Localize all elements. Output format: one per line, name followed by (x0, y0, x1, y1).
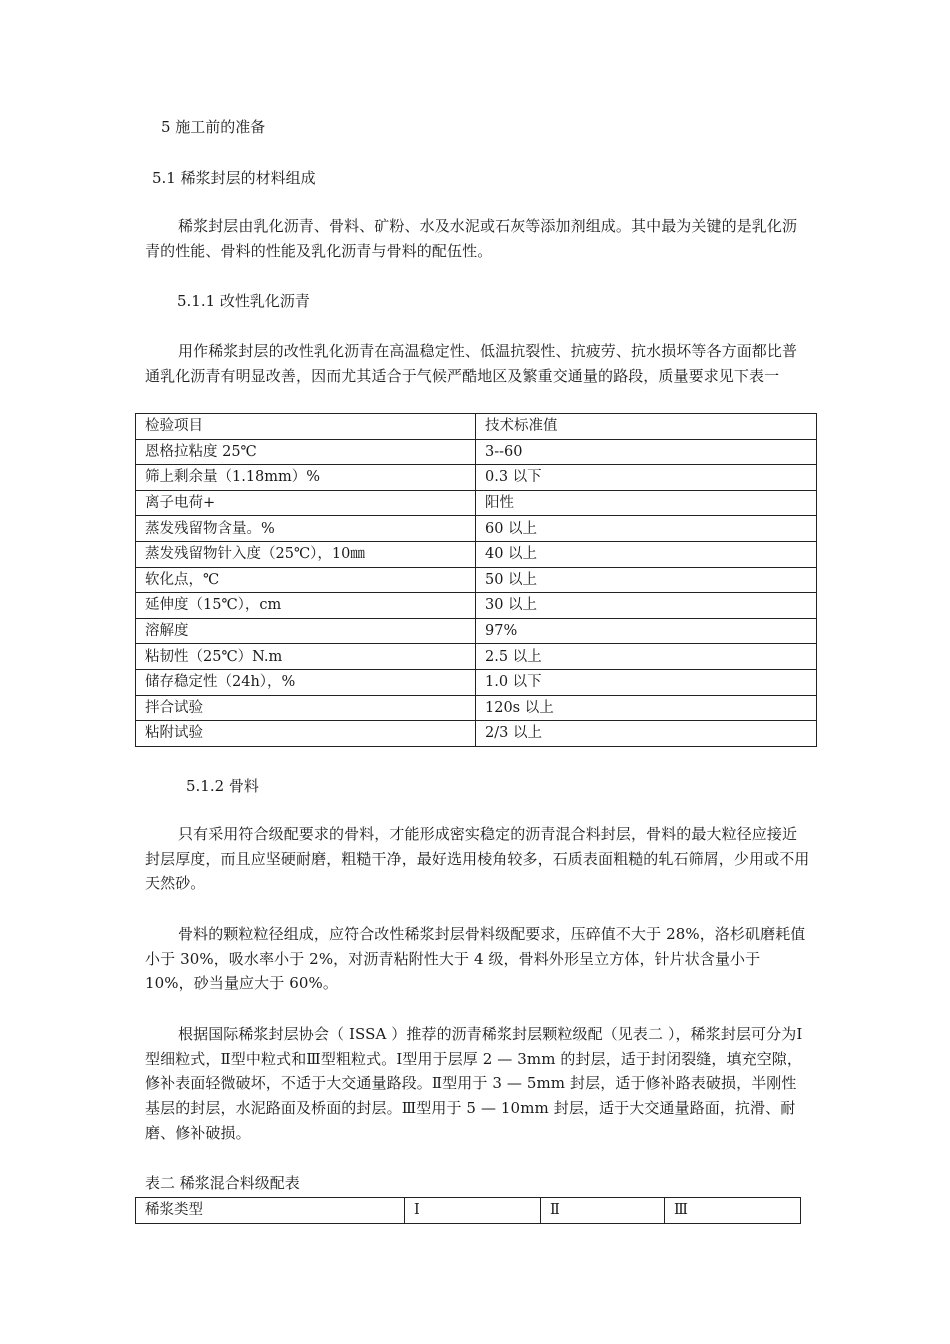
test-item-cell: 溶解度 (136, 618, 476, 644)
section-heading-5-1-1: 5.1.1 改性乳化沥青 (177, 292, 310, 310)
table-emulsion-specs-body (136, 414, 817, 747)
header-cell: 稀浆类型 (136, 1198, 405, 1224)
table-header-row (136, 414, 817, 440)
table2-caption: 表二 稀浆混合料级配表 (145, 1174, 300, 1192)
standard-value-cell: 2.5 以上 (476, 644, 817, 670)
paragraph-aggregate-requirements: 只有采用符合级配要求的骨料，才能形成密实稳定的沥青混合料封层，骨料的最大粒径应接近封层厚度，而且应坚硬耐磨，粗糙干净，最好选用棱角较多，石质表面粗糙的轧石筛屑，少用或不用天然砂。 (145, 825, 810, 893)
header-cell: 检验项目 (136, 414, 476, 440)
paragraph-aggregate-gradation: 骨料的颗粒粒径组成，应符合改性稀浆封层骨料级配要求，压碎值不大于 28%，洛杉矶磨耗值小于 30%，吸水率小于 2%，对沥青粘附性大于 4 级，骨料外形呈立方体，针片状含量小于 10%，砂当量应大于 60%。 (145, 925, 806, 993)
table-row (136, 541, 817, 567)
paragraph-modified-emulsion: 用作稀浆封层的改性乳化沥青在高温稳定性、低温抗裂性、抗疲劳、抗水损坏等各方面都比普通乳化沥青有明显改善，因而尤其适合于气候严酷地区及繁重交通量的路段，质量要求见下表一 (145, 342, 798, 385)
standard-value-cell: 1.0 以下 (476, 669, 817, 695)
standard-value-cell: 97% (476, 618, 817, 644)
table-row (136, 490, 817, 516)
table-row (136, 439, 817, 465)
test-item-cell: 筛上剩余量（1.18mm）% (136, 465, 476, 491)
standard-value-cell: 40 以上 (476, 541, 817, 567)
table-row (136, 567, 817, 593)
test-item-cell: 蒸发残留物针入度（25℃），10㎜ (136, 541, 476, 567)
section-heading-5-1-2: 5.1.2 骨料 (186, 777, 259, 795)
test-item-cell: 拌合试验 (136, 695, 476, 721)
standard-value-cell: 60 以上 (476, 516, 817, 542)
table-emulsion-specs (135, 413, 817, 747)
standard-value-cell: 阳性 (476, 490, 817, 516)
standard-value-cell: 3--60 (476, 439, 817, 465)
test-item-cell: 储存稳定性（24h），% (136, 669, 476, 695)
table-row (136, 465, 817, 491)
table-row (136, 618, 817, 644)
test-item-cell: 粘韧性（25℃）N.m (136, 644, 476, 670)
paragraph-issa-types: 根据国际稀浆封层协会（ ISSA ）推荐的沥青稀浆封层颗粒级配（见表二 ），稀浆封层可分为Ⅰ型细粒式，Ⅱ型中粒式和Ⅲ型粗粒式。Ⅰ型用于层厚 2 — 3mm 的封层，适于封闭裂缝，填充空隙，修补表面轻微破坏，不适于大交通量路段。Ⅱ型用于 3 — 5mm 封层，适于修补路表破损，半刚性基层的封层，水泥路面及桥面的封层。Ⅲ型用于 5 — 10mm 封层，适于大交通量路面，抗滑、耐磨、修补破损。 (145, 1025, 803, 1142)
test-item-cell: 粘附试验 (136, 721, 476, 747)
section-heading-5: 5 施工前的准备 (161, 118, 266, 136)
section-heading-5-1: 5.1 稀浆封层的材料组成 (152, 169, 316, 187)
header-cell: Ⅲ (665, 1198, 801, 1224)
table-row (136, 721, 817, 747)
table-row (136, 516, 817, 542)
test-item-cell: 软化点，℃ (136, 567, 476, 593)
table-row (136, 669, 817, 695)
header-cell: Ⅱ (541, 1198, 665, 1224)
table-row (136, 644, 817, 670)
standard-value-cell: 50 以上 (476, 567, 817, 593)
test-item-cell: 离子电荷+ (136, 490, 476, 516)
standard-value-cell: 120s 以上 (476, 695, 817, 721)
table-header-row (136, 1198, 801, 1224)
table-slurry-gradation (135, 1197, 801, 1224)
test-item-cell: 蒸发残留物含量。% (136, 516, 476, 542)
table-row (136, 695, 817, 721)
test-item-cell: 延伸度（15℃），cm (136, 593, 476, 619)
standard-value-cell: 0.3 以下 (476, 465, 817, 491)
standard-value-cell: 2/3 以上 (476, 721, 817, 747)
paragraph-composition: 稀浆封层由乳化沥青、骨料、矿粉、水及水泥或石灰等添加剂组成。其中最为关键的是乳化沥青的性能、骨料的性能及乳化沥青与骨料的配伍性。 (145, 217, 798, 260)
standard-value-cell: 30 以上 (476, 593, 817, 619)
table-row (136, 593, 817, 619)
header-cell: 技术标准值 (476, 414, 817, 440)
test-item-cell: 恩格拉粘度 25℃ (136, 439, 476, 465)
header-cell: Ⅰ (405, 1198, 541, 1224)
